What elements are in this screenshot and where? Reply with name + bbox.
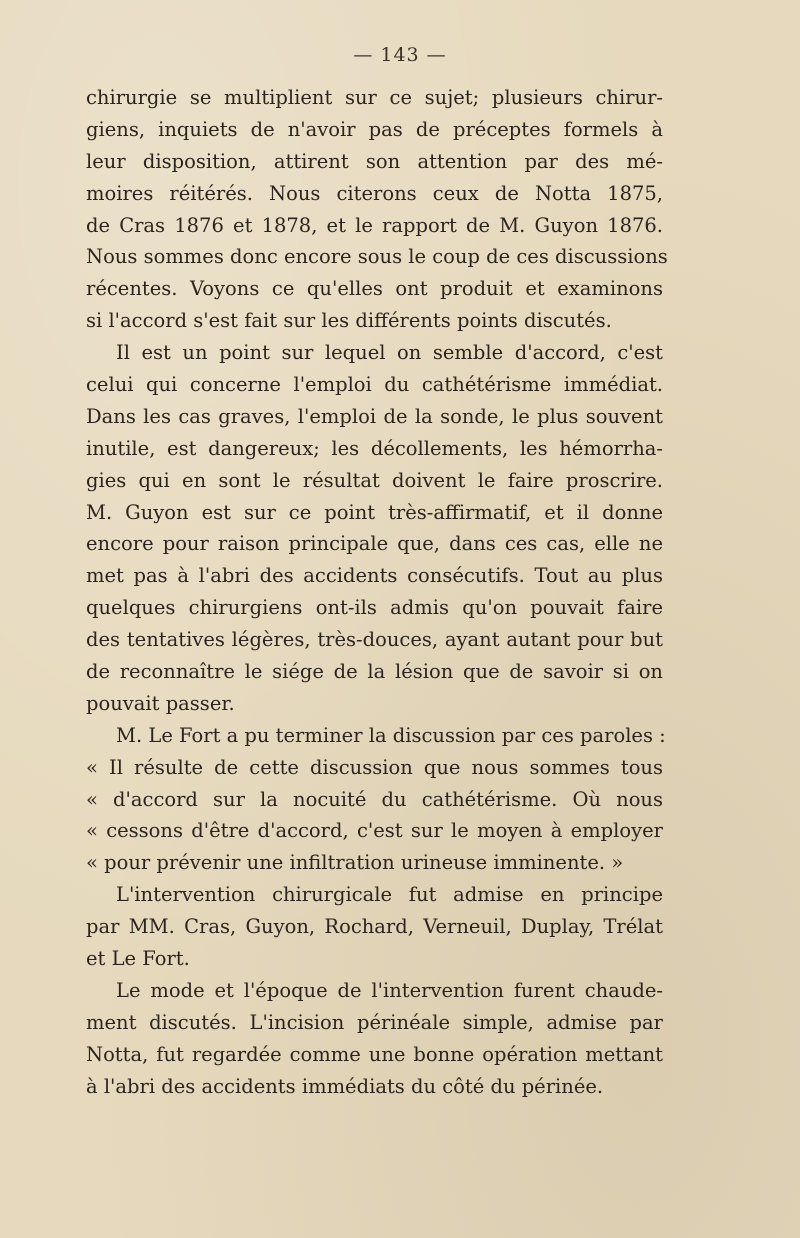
- text-line: M. Le Fort a pu terminer la discussion par ces paroles :: [116, 723, 666, 747]
- text-line: « Il résulte de cette discussion que nous sommes tous: [86, 755, 663, 779]
- text-line: moires réitérés. Nous citerons ceux de Notta 1875,: [86, 181, 663, 205]
- text-line: si l'accord s'est fait sur les différents points discutés.: [86, 309, 612, 333]
- text-line: « pour prévenir une infiltration urineuse imminente. »: [86, 851, 624, 875]
- text-line: leur disposition, attirent son attention par des mé-: [86, 149, 663, 173]
- paragraph: [86, 337, 663, 720]
- text-line: « d'accord sur la nocuité du cathétérisme. Où nous: [86, 787, 663, 811]
- paragraph: [86, 879, 663, 975]
- text-line: récentes. Voyons ce qu'elles ont produit et examinons: [86, 277, 663, 301]
- text-line: et Le Fort.: [86, 947, 190, 971]
- text-line: L'intervention chirurgicale fut admise en principe: [116, 883, 663, 907]
- text-line: Notta, fut regardée comme une bonne opération mettant: [86, 1042, 663, 1066]
- text-line: celui qui concerne l'emploi du cathétérisme immédiat.: [86, 373, 663, 397]
- text-line: met pas à l'abri des accidents consécutifs. Tout au plus: [86, 564, 663, 588]
- text-line: encore pour raison principale que, dans ces cas, elle ne: [86, 532, 663, 556]
- text-line: chirurgie se multiplient sur ce sujet; plusieurs chirur-: [86, 86, 663, 109]
- text-line: ment discutés. L'incision périnéale simple, admise par: [86, 1010, 663, 1034]
- text-line: Le mode et l'époque de l'intervention furent chaude-: [116, 978, 663, 1002]
- text-line: par MM. Cras, Guyon, Rochard, Verneuil, Duplay, Trélat: [86, 915, 663, 939]
- text-line: gies qui en sont le résultat doivent le faire proscrire.: [86, 468, 663, 492]
- text-line: M. Guyon est sur ce point très-affirmatif, et il donne: [86, 500, 663, 524]
- body-text: [86, 82, 668, 1103]
- text-line: inutile, est dangereux; les décollements, les hémorrha-: [86, 436, 663, 460]
- text-line: de Cras 1876 et 1878, et le rapport de M. Guyon 1876.: [86, 213, 663, 237]
- text-line: giens, inquiets de n'avoir pas de préceptes formels à: [86, 117, 663, 141]
- text-line: Il est un point sur lequel on semble d'accord, c'est: [116, 341, 663, 365]
- page-number: — 143 —: [353, 44, 447, 66]
- paragraph: [86, 975, 663, 1103]
- text-line: de reconnaître le siége de la lésion que de savoir si on: [86, 660, 663, 684]
- text-line: Dans les cas graves, l'emploi de la sonde, le plus souvent: [86, 404, 663, 428]
- text-line: à l'abri des accidents immédiats du côté du périnée.: [86, 1074, 604, 1098]
- text-line: « cessons d'être d'accord, c'est sur le moyen à employer: [86, 819, 663, 843]
- text-line: quelques chirurgiens ont-ils admis qu'on pouvait faire: [86, 596, 663, 620]
- text-line: des tentatives légères, très-douces, ayant autant pour but: [86, 628, 663, 652]
- text-line: Nous sommes donc encore sous le coup de ces discussions: [86, 245, 668, 269]
- paragraph: [86, 720, 666, 879]
- paragraph: [86, 82, 668, 337]
- text-line: pouvait passer.: [86, 691, 235, 715]
